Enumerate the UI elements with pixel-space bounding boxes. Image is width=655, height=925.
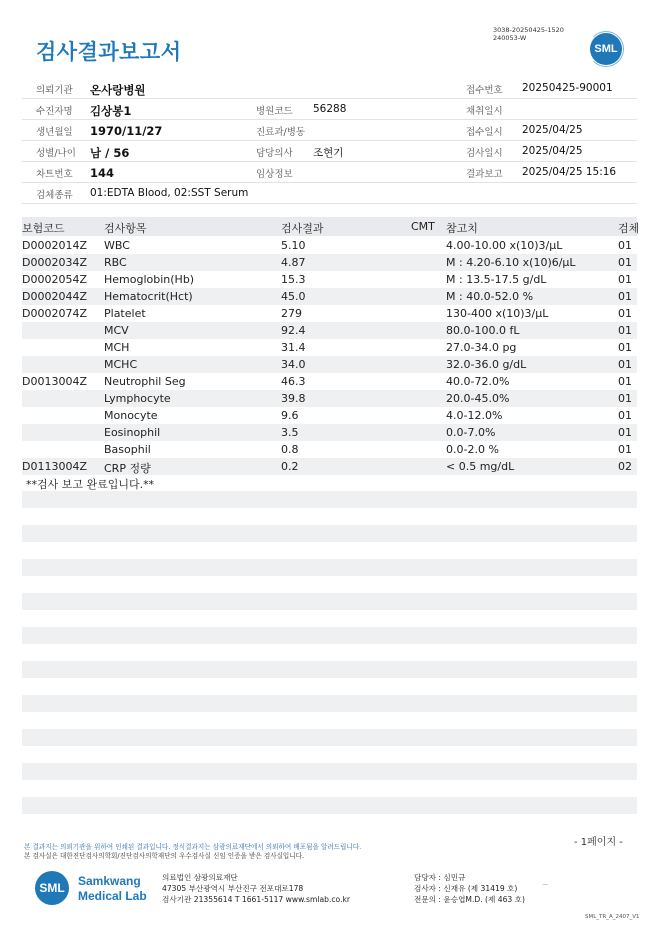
- row-result: 15.3: [281, 273, 306, 286]
- row-item: Hematocrit(Hct): [104, 290, 193, 303]
- row-reference: 0.0-7.0%: [446, 426, 496, 439]
- table-row: [22, 356, 637, 373]
- empty-row: [22, 525, 637, 542]
- table-row: [22, 339, 637, 356]
- info-label: 병원코드: [256, 106, 293, 117]
- staff-line-tester: 검사자 : 신재유 (제 31419 호): [414, 884, 518, 893]
- row-reference: 32.0-36.0 g/dL: [446, 358, 527, 371]
- sml-footer-logo: SML: [35, 871, 69, 905]
- row-specimen: 01: [618, 341, 632, 354]
- row-result: 92.4: [281, 324, 306, 337]
- specimen-types: 01:EDTA Blood, 02:SST Serum: [90, 187, 249, 199]
- info-label: 검체종류: [36, 190, 73, 201]
- birth-date: 1970/11/27: [90, 124, 163, 138]
- row-reference: 27.0-34.0 pg: [446, 341, 517, 354]
- row-result: 34.0: [281, 358, 306, 371]
- info-label: 수진자명: [36, 106, 73, 117]
- info-label: 결과보고: [466, 169, 503, 180]
- header-reference: 참고치: [446, 222, 478, 235]
- row-result: 0.8: [281, 443, 299, 456]
- row-result: 4.87: [281, 256, 306, 269]
- organization-contact: 검사기관 21355614 T 1661-5117 www.smlab.co.kr: [162, 895, 350, 904]
- received-date: 2025/04/25: [522, 124, 583, 136]
- report-date: 2025/04/25 15:16: [522, 166, 617, 178]
- empty-row: [22, 797, 637, 814]
- company-name-en-1: Samkwang: [78, 874, 141, 888]
- info-row: [22, 78, 637, 99]
- info-label: 접수번호: [466, 85, 503, 96]
- row-reference: 40.0-72.0%: [446, 375, 510, 388]
- empty-row: [22, 763, 637, 780]
- row-reference: M : 13.5-17.5 g/dL: [446, 273, 547, 286]
- row-specimen: 01: [618, 375, 632, 388]
- accession-number: 20250425-90001: [522, 82, 613, 94]
- chart-number: 144: [90, 166, 115, 180]
- empty-row: [22, 695, 637, 712]
- row-item: Eosinophil: [104, 426, 161, 439]
- row-item: MCV: [104, 324, 129, 337]
- row-item: Hemoglobin(Hb): [104, 273, 195, 286]
- certification-note: 본 검사실은 대한진단검사의학회/진단검사의학재단의 우수검사실 신임 인증을 받은 검사실입니다.: [24, 852, 305, 860]
- row-specimen: 01: [618, 256, 632, 269]
- table-row: [22, 322, 637, 339]
- document-id: [493, 26, 564, 42]
- info-label: 채취일시: [466, 106, 503, 117]
- document-id-line2: 240053-W: [493, 34, 527, 42]
- row-reference: 4.0-12.0%: [446, 409, 503, 422]
- row-result: 39.8: [281, 392, 306, 405]
- info-label: 진료과/병동: [256, 127, 306, 138]
- header-specimen: 검체: [618, 222, 640, 235]
- row-result: 45.0: [281, 290, 306, 303]
- row-result: 46.3: [281, 375, 306, 388]
- row-result: 9.6: [281, 409, 299, 422]
- row-item: Monocyte: [104, 409, 158, 422]
- info-row: [22, 183, 637, 204]
- row-item: CRP 정량: [104, 462, 151, 475]
- sml-logo: SML: [590, 33, 622, 65]
- empty-row: [22, 559, 637, 576]
- table-row: [22, 458, 637, 475]
- row-specimen: 01: [618, 290, 632, 303]
- info-row: [22, 141, 637, 162]
- row-item: RBC: [104, 256, 127, 269]
- staff-line-specialist: 전문의 : 윤승엽M.D. (제 463 호): [414, 895, 525, 904]
- signature-mark: ~: [542, 880, 549, 889]
- empty-row: [22, 729, 637, 746]
- row-specimen: 01: [618, 307, 632, 320]
- empty-row: [22, 627, 637, 644]
- row-item: WBC: [104, 239, 130, 252]
- table-row: [22, 441, 637, 458]
- info-row: [22, 162, 637, 183]
- info-label: 성별/나이: [36, 148, 76, 159]
- staff-line-manager: 담당자 : 심민규: [414, 873, 466, 882]
- sex-age: 남 / 56: [90, 146, 130, 160]
- company-name-en-2: Medical Lab: [78, 889, 147, 903]
- report-title: 검사결과보고서: [36, 40, 182, 64]
- row-reference: M : 40.0-52.0 %: [446, 290, 534, 303]
- header-cmt: CMT: [411, 220, 435, 233]
- empty-row: [22, 491, 637, 508]
- table-row: [22, 288, 637, 305]
- info-label: 차트번호: [36, 169, 73, 180]
- row-item: MCH: [104, 341, 130, 354]
- organization-address: 47305 부산광역시 부산진구 전포대로178: [162, 884, 304, 893]
- header-code: 보험코드: [22, 222, 65, 235]
- info-row: [22, 99, 637, 120]
- info-label: 의뢰기관: [36, 85, 73, 96]
- table-row: [22, 373, 637, 390]
- page-indicator: - 1페이지 -: [574, 837, 623, 848]
- info-row: [22, 120, 637, 141]
- empty-row: [22, 593, 637, 610]
- disclaimer-note: 본 결과지는 의뢰기관을 위하여 인쇄된 결과입니다. 정식결과지는 삼광의료재단에서 의뢰하여 배포됨을 알려드립니다.: [24, 843, 362, 851]
- hospital-code: 56288: [313, 103, 347, 115]
- row-reference: 20.0-45.0%: [446, 392, 510, 405]
- row-result: 3.5: [281, 426, 299, 439]
- info-label: 임상정보: [256, 169, 293, 180]
- info-label: 담당의사: [256, 148, 293, 159]
- row-reference: 130-400 x(10)3/μL: [446, 307, 549, 320]
- info-label: 검사일시: [466, 148, 503, 159]
- table-row: [22, 237, 637, 254]
- document-id-line1: 3038-20250425-1520: [493, 26, 564, 34]
- row-specimen: 01: [618, 273, 632, 286]
- row-item: Basophil: [104, 443, 151, 456]
- requesting-institution: 온사랑병원: [90, 83, 146, 97]
- empty-row: [22, 661, 637, 678]
- row-reference: 80.0-100.0 fL: [446, 324, 520, 337]
- row-reference: M : 4.20-6.10 x(10)6/μL: [446, 256, 576, 269]
- row-specimen: 01: [618, 426, 632, 439]
- row-result: 279: [281, 307, 302, 320]
- header-item: 검사항목: [104, 222, 147, 235]
- row-item: Lymphocyte: [104, 392, 171, 405]
- row-specimen: 01: [618, 358, 632, 371]
- row-specimen: 01: [618, 392, 632, 405]
- row-code: D0002014Z: [22, 239, 87, 252]
- test-date: 2025/04/25: [522, 145, 583, 157]
- row-item: Platelet: [104, 307, 146, 320]
- table-row: [22, 305, 637, 322]
- row-code: D0002074Z: [22, 307, 87, 320]
- patient-name: 김상봉1: [90, 104, 132, 118]
- table-row: [22, 390, 637, 407]
- row-item: MCHC: [104, 358, 138, 371]
- row-code: D0013004Z: [22, 375, 87, 388]
- header-result: 검사결과: [281, 222, 324, 235]
- row-reference: < 0.5 mg/dL: [446, 460, 515, 473]
- row-specimen: 01: [618, 443, 632, 456]
- completion-note: **검사 보고 완료입니다.**: [26, 478, 155, 491]
- table-row: [22, 254, 637, 271]
- row-code: D0002054Z: [22, 273, 87, 286]
- table-row: [22, 271, 637, 288]
- row-item: Neutrophil Seg: [104, 375, 186, 388]
- row-result: 5.10: [281, 239, 306, 252]
- row-specimen: 02: [618, 460, 632, 473]
- row-reference: 4.00-10.00 x(10)3/μL: [446, 239, 563, 252]
- table-row: [22, 407, 637, 424]
- attending-doctor: 조현기: [313, 147, 344, 159]
- row-specimen: 01: [618, 324, 632, 337]
- row-reference: 0.0-2.0 %: [446, 443, 499, 456]
- form-number: SML_TR_A_2407_V1: [585, 914, 640, 920]
- table-row: [22, 424, 637, 441]
- info-label: 생년월일: [36, 127, 73, 138]
- row-code: D0002034Z: [22, 256, 87, 269]
- results-table-header: [22, 217, 640, 236]
- row-code: D0113004Z: [22, 460, 87, 473]
- row-result: 31.4: [281, 341, 306, 354]
- row-specimen: 01: [618, 409, 632, 422]
- row-result: 0.2: [281, 460, 299, 473]
- info-label: 접수일시: [466, 127, 503, 138]
- organization-name: 의료법인 삼광의료재단: [162, 873, 238, 882]
- row-specimen: 01: [618, 239, 632, 252]
- row-code: D0002044Z: [22, 290, 87, 303]
